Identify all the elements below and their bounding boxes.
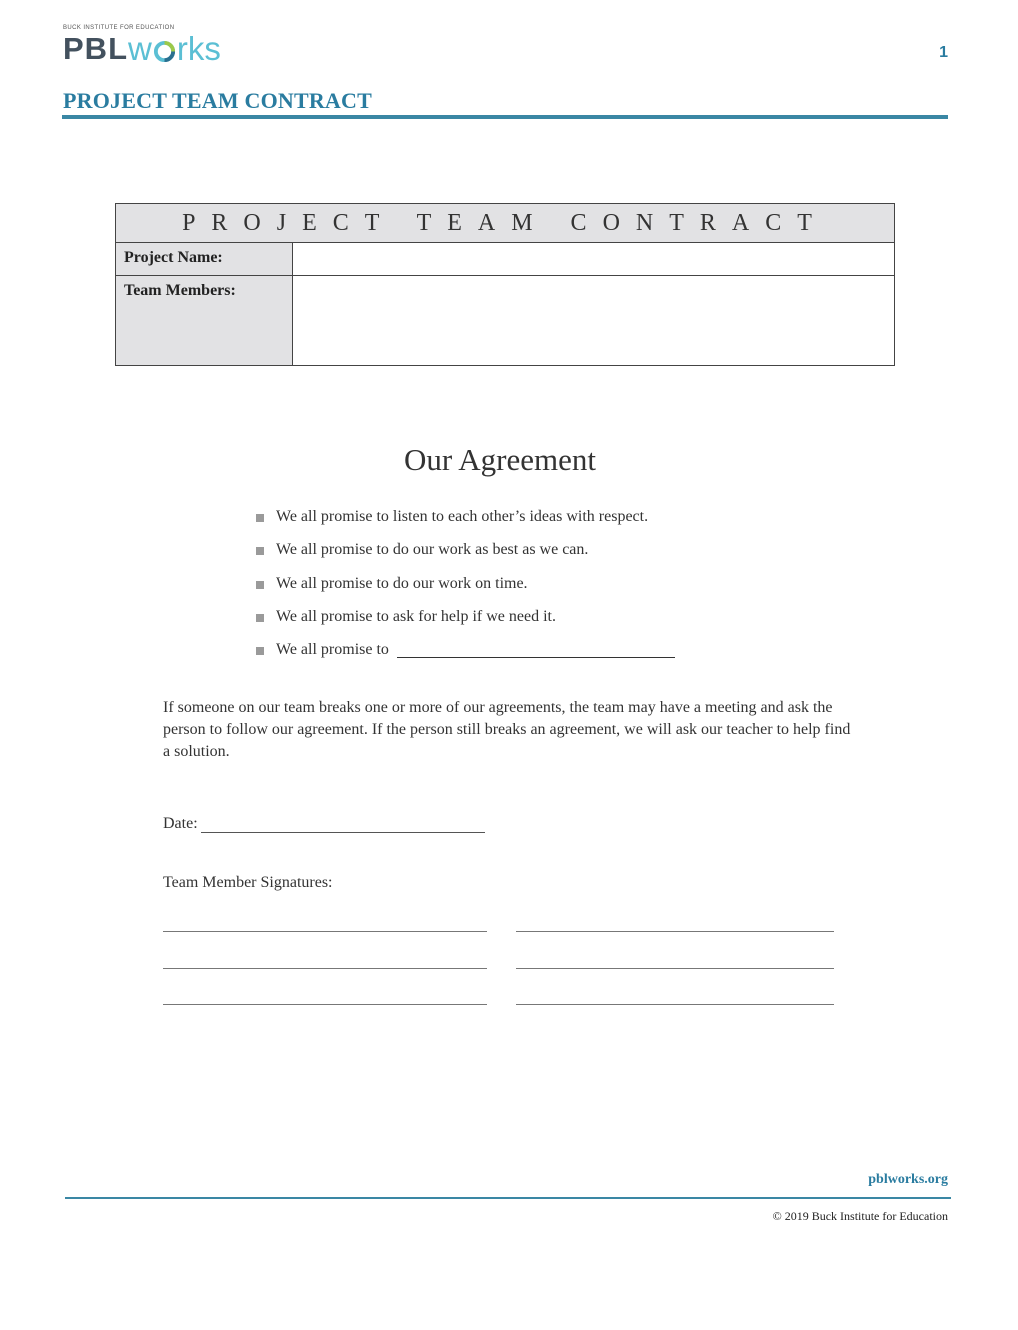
contract-table — [115, 203, 895, 366]
date-blank[interactable] — [201, 818, 485, 833]
signature-line[interactable] — [516, 968, 834, 969]
logo-pbl: PBL — [63, 31, 128, 66]
date-label: Date: — [163, 815, 198, 832]
promise-text: We all promise to ask for help if we need it. — [276, 607, 556, 625]
promise-text: We all promise to — [276, 641, 389, 659]
list-item — [256, 508, 675, 541]
list-item — [256, 608, 675, 641]
copyright-text: © 2019 Buck Institute for Education — [772, 1209, 948, 1223]
site-link[interactable]: pblworks.org — [868, 1172, 948, 1187]
square-bullet-icon — [256, 581, 264, 589]
date-row — [163, 815, 485, 833]
signature-line[interactable] — [163, 1004, 487, 1005]
project-name-field[interactable] — [293, 243, 895, 276]
square-bullet-icon — [256, 614, 264, 622]
project-name-label: Project Name: — [116, 243, 293, 276]
logo-w: w — [128, 30, 152, 67]
signatures-label: Team Member Signatures: — [163, 874, 333, 891]
signature-line[interactable] — [516, 931, 834, 932]
promise-text: We all promise to listen to each other’s ideas with respect. — [276, 508, 649, 525]
signature-line[interactable] — [516, 1004, 834, 1005]
title-divider — [62, 115, 948, 119]
list-item — [256, 541, 675, 574]
square-bullet-icon — [256, 547, 264, 555]
promise-text: We all promise to do our work as best as we can. — [276, 541, 589, 559]
footer-divider — [65, 1197, 951, 1199]
list-item — [256, 641, 675, 674]
logo-tagline: BUCK INSTITUTE FOR EDUCATION — [63, 25, 175, 31]
logo-ring-icon — [153, 40, 176, 63]
signature-line[interactable] — [163, 931, 487, 932]
list-item — [256, 575, 675, 608]
logo-wordmark — [63, 30, 221, 67]
contract-heading: PROJECT TEAM CONTRACT — [116, 204, 895, 243]
team-members-label: Team Members: — [116, 276, 293, 366]
page-number: 1 — [939, 44, 948, 61]
custom-promise-blank[interactable] — [397, 641, 675, 658]
signature-line[interactable] — [163, 968, 487, 969]
agreement-paragraph: If someone on our team breaks one or more of our agreements, the team may have a meeting and ask the person to follow our agreement. If the person still breaks an agreement, we will ask our teacher to help find a solution. — [163, 699, 851, 760]
page-title: PROJECT TEAM CONTRACT — [63, 88, 372, 113]
team-members-field[interactable] — [293, 276, 895, 366]
logo-rks: rks — [176, 30, 221, 67]
pblworks-logo — [63, 25, 221, 65]
promise-text: We all promise to do our work on time. — [276, 574, 528, 592]
square-bullet-icon — [256, 514, 264, 522]
promise-list — [256, 508, 675, 674]
agreement-title: Our Agreement — [404, 442, 596, 477]
square-bullet-icon — [256, 647, 264, 655]
